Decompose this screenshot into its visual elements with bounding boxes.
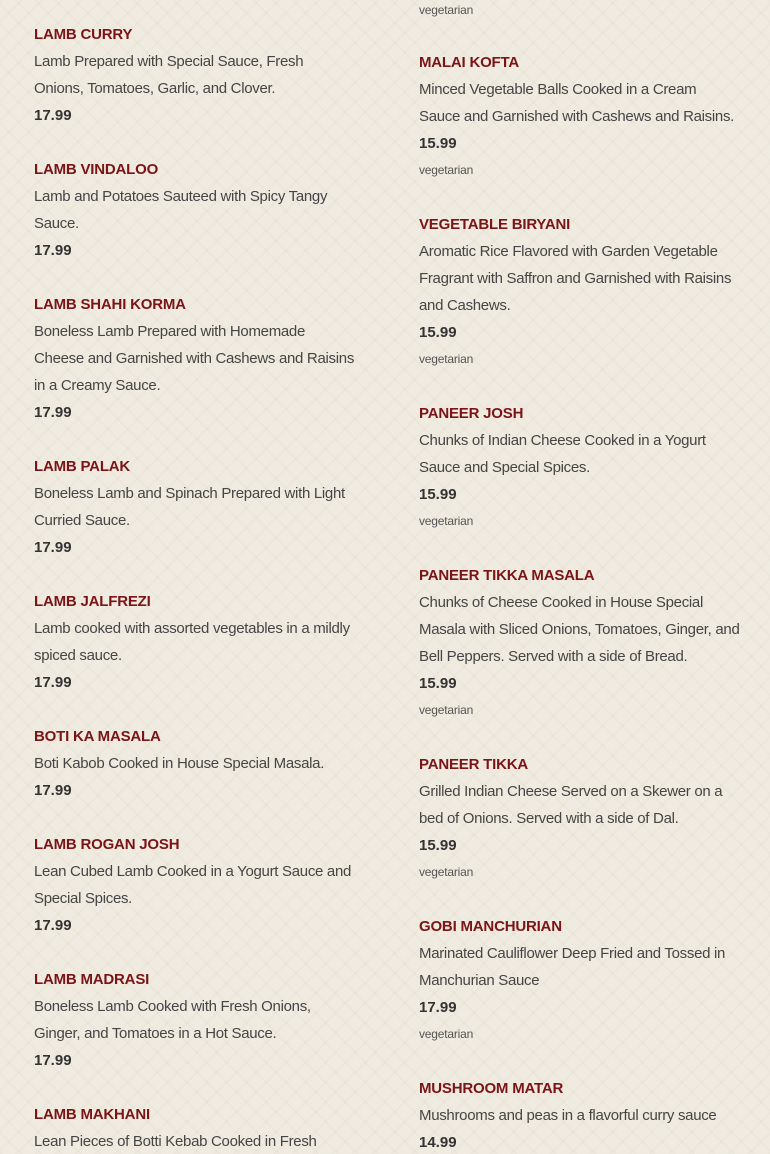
item-name: VEGETABLE BIRYANI <box>419 216 571 233</box>
menu-item <box>419 400 741 535</box>
item-name: LAMB PALAK <box>34 458 131 475</box>
item-name: GOBI MANCHURIAN <box>419 918 562 935</box>
vegetarian-tag: vegetarian <box>419 865 474 879</box>
item-description: Lamb and Potatoes Sauteed with Spicy Tangy Sauce. <box>34 188 328 232</box>
menu-item <box>419 49 741 184</box>
item-description: Lamb Prepared with Special Sauce, Fresh Onions, Tomatoes, Garlic, and Clover. <box>34 53 304 97</box>
item-price: 15.99 <box>419 675 457 692</box>
item-price: 15.99 <box>419 135 457 152</box>
menu-item <box>419 562 741 724</box>
vegetarian-tag: vegetarian <box>419 514 474 528</box>
item-price: 15.99 <box>419 486 457 503</box>
item-name: LAMB JALFREZI <box>34 593 151 610</box>
item-description: Grilled Indian Cheese Served on a Skewer on a bed of Onions. Served with a side of Dal. <box>419 783 723 827</box>
item-name: LAMB MAKHANI <box>34 1106 150 1123</box>
item-description: Boti Kabob Cooked in House Special Masala. <box>34 755 325 772</box>
menu-item <box>34 1101 356 1154</box>
item-description: Lean Pieces of Botti Kebab Cooked in Fresh <box>34 1133 317 1150</box>
vegetarian-tag: vegetarian <box>419 703 474 717</box>
item-name: LAMB VINDALOO <box>34 161 159 178</box>
item-price: 15.99 <box>419 324 457 341</box>
item-description: Lamb cooked with assorted vegetables in a mildly spiced sauce. <box>34 620 350 664</box>
item-description: Boneless Lamb and Spinach Prepared with Light Curried Sauce. <box>34 485 345 529</box>
item-description: Aromatic Rice Flavored with Garden Vegetable Fragrant with Saffron and Garnished with Raisins and Cashews. <box>419 243 732 314</box>
menu-item <box>419 211 741 373</box>
item-description: Boneless Lamb Cooked with Fresh Onions, Ginger, and Tomatoes in a Hot Sauce. <box>34 998 311 1042</box>
vegetarian-tag: vegetarian <box>419 3 474 17</box>
item-price: 17.99 <box>34 782 72 799</box>
menu-item <box>34 723 356 804</box>
vegetarian-tag: vegetarian <box>419 352 474 366</box>
item-description: Chunks of Cheese Cooked in House Special Masala with Sliced Onions, Tomatoes, Ginger, and Bell Peppers. Served with a side of Bread. <box>419 594 740 665</box>
item-description: Chunks of Indian Cheese Cooked in a Yogurt Sauce and Special Spices. <box>419 432 706 476</box>
item-price: 17.99 <box>34 242 72 259</box>
menu-item <box>34 291 356 426</box>
vegetarian-tag: vegetarian <box>419 1027 474 1041</box>
item-description: Boneless Lamb Prepared with Homemade Cheese and Garnished with Cashews and Raisins in a Creamy Sauce. <box>34 323 355 394</box>
item-price: 15.99 <box>419 837 457 854</box>
menu-item <box>419 0 741 24</box>
item-name: LAMB ROGAN JOSH <box>34 836 180 853</box>
menu-item <box>419 751 741 886</box>
menu-item <box>419 913 741 1048</box>
item-price: 14.99 <box>419 1134 457 1151</box>
item-name: LAMB MADRASI <box>34 971 150 988</box>
menu-item <box>34 156 356 264</box>
item-name: PANEER TIKKA <box>419 756 528 773</box>
menu-item <box>34 588 356 696</box>
item-description: Marinated Cauliflower Deep Fried and Tossed in Manchurian Sauce <box>419 945 726 989</box>
item-name: LAMB CURRY <box>34 26 133 43</box>
item-price: 17.99 <box>419 999 457 1016</box>
menu-item <box>34 966 356 1074</box>
item-name: PANEER TIKKA MASALA <box>419 567 595 584</box>
item-price: 17.99 <box>34 917 72 934</box>
item-price: 17.99 <box>34 1052 72 1069</box>
item-price: 17.99 <box>34 539 72 556</box>
menu-item <box>34 831 356 939</box>
menu-item <box>34 453 356 561</box>
menu-item <box>419 1075 741 1154</box>
item-description: Minced Vegetable Balls Cooked in a Cream Sauce and Garnished with Cashews and Raisins. <box>419 81 735 125</box>
item-name: PANEER JOSH <box>419 405 524 422</box>
item-name: BOTI KA MASALA <box>34 728 161 745</box>
item-name: MALAI KOFTA <box>419 54 520 71</box>
item-price: 17.99 <box>34 674 72 691</box>
item-price: 17.99 <box>34 404 72 421</box>
item-description: Lean Cubed Lamb Cooked in a Yogurt Sauce and Special Spices. <box>34 863 352 907</box>
menu-item <box>34 21 356 129</box>
item-description: Mushrooms and peas in a flavorful curry sauce <box>419 1107 717 1124</box>
vegetarian-tag: vegetarian <box>419 163 474 177</box>
item-price: 17.99 <box>34 107 72 124</box>
item-name: MUSHROOM MATAR <box>419 1080 564 1097</box>
item-name: LAMB SHAHI KORMA <box>34 296 186 313</box>
